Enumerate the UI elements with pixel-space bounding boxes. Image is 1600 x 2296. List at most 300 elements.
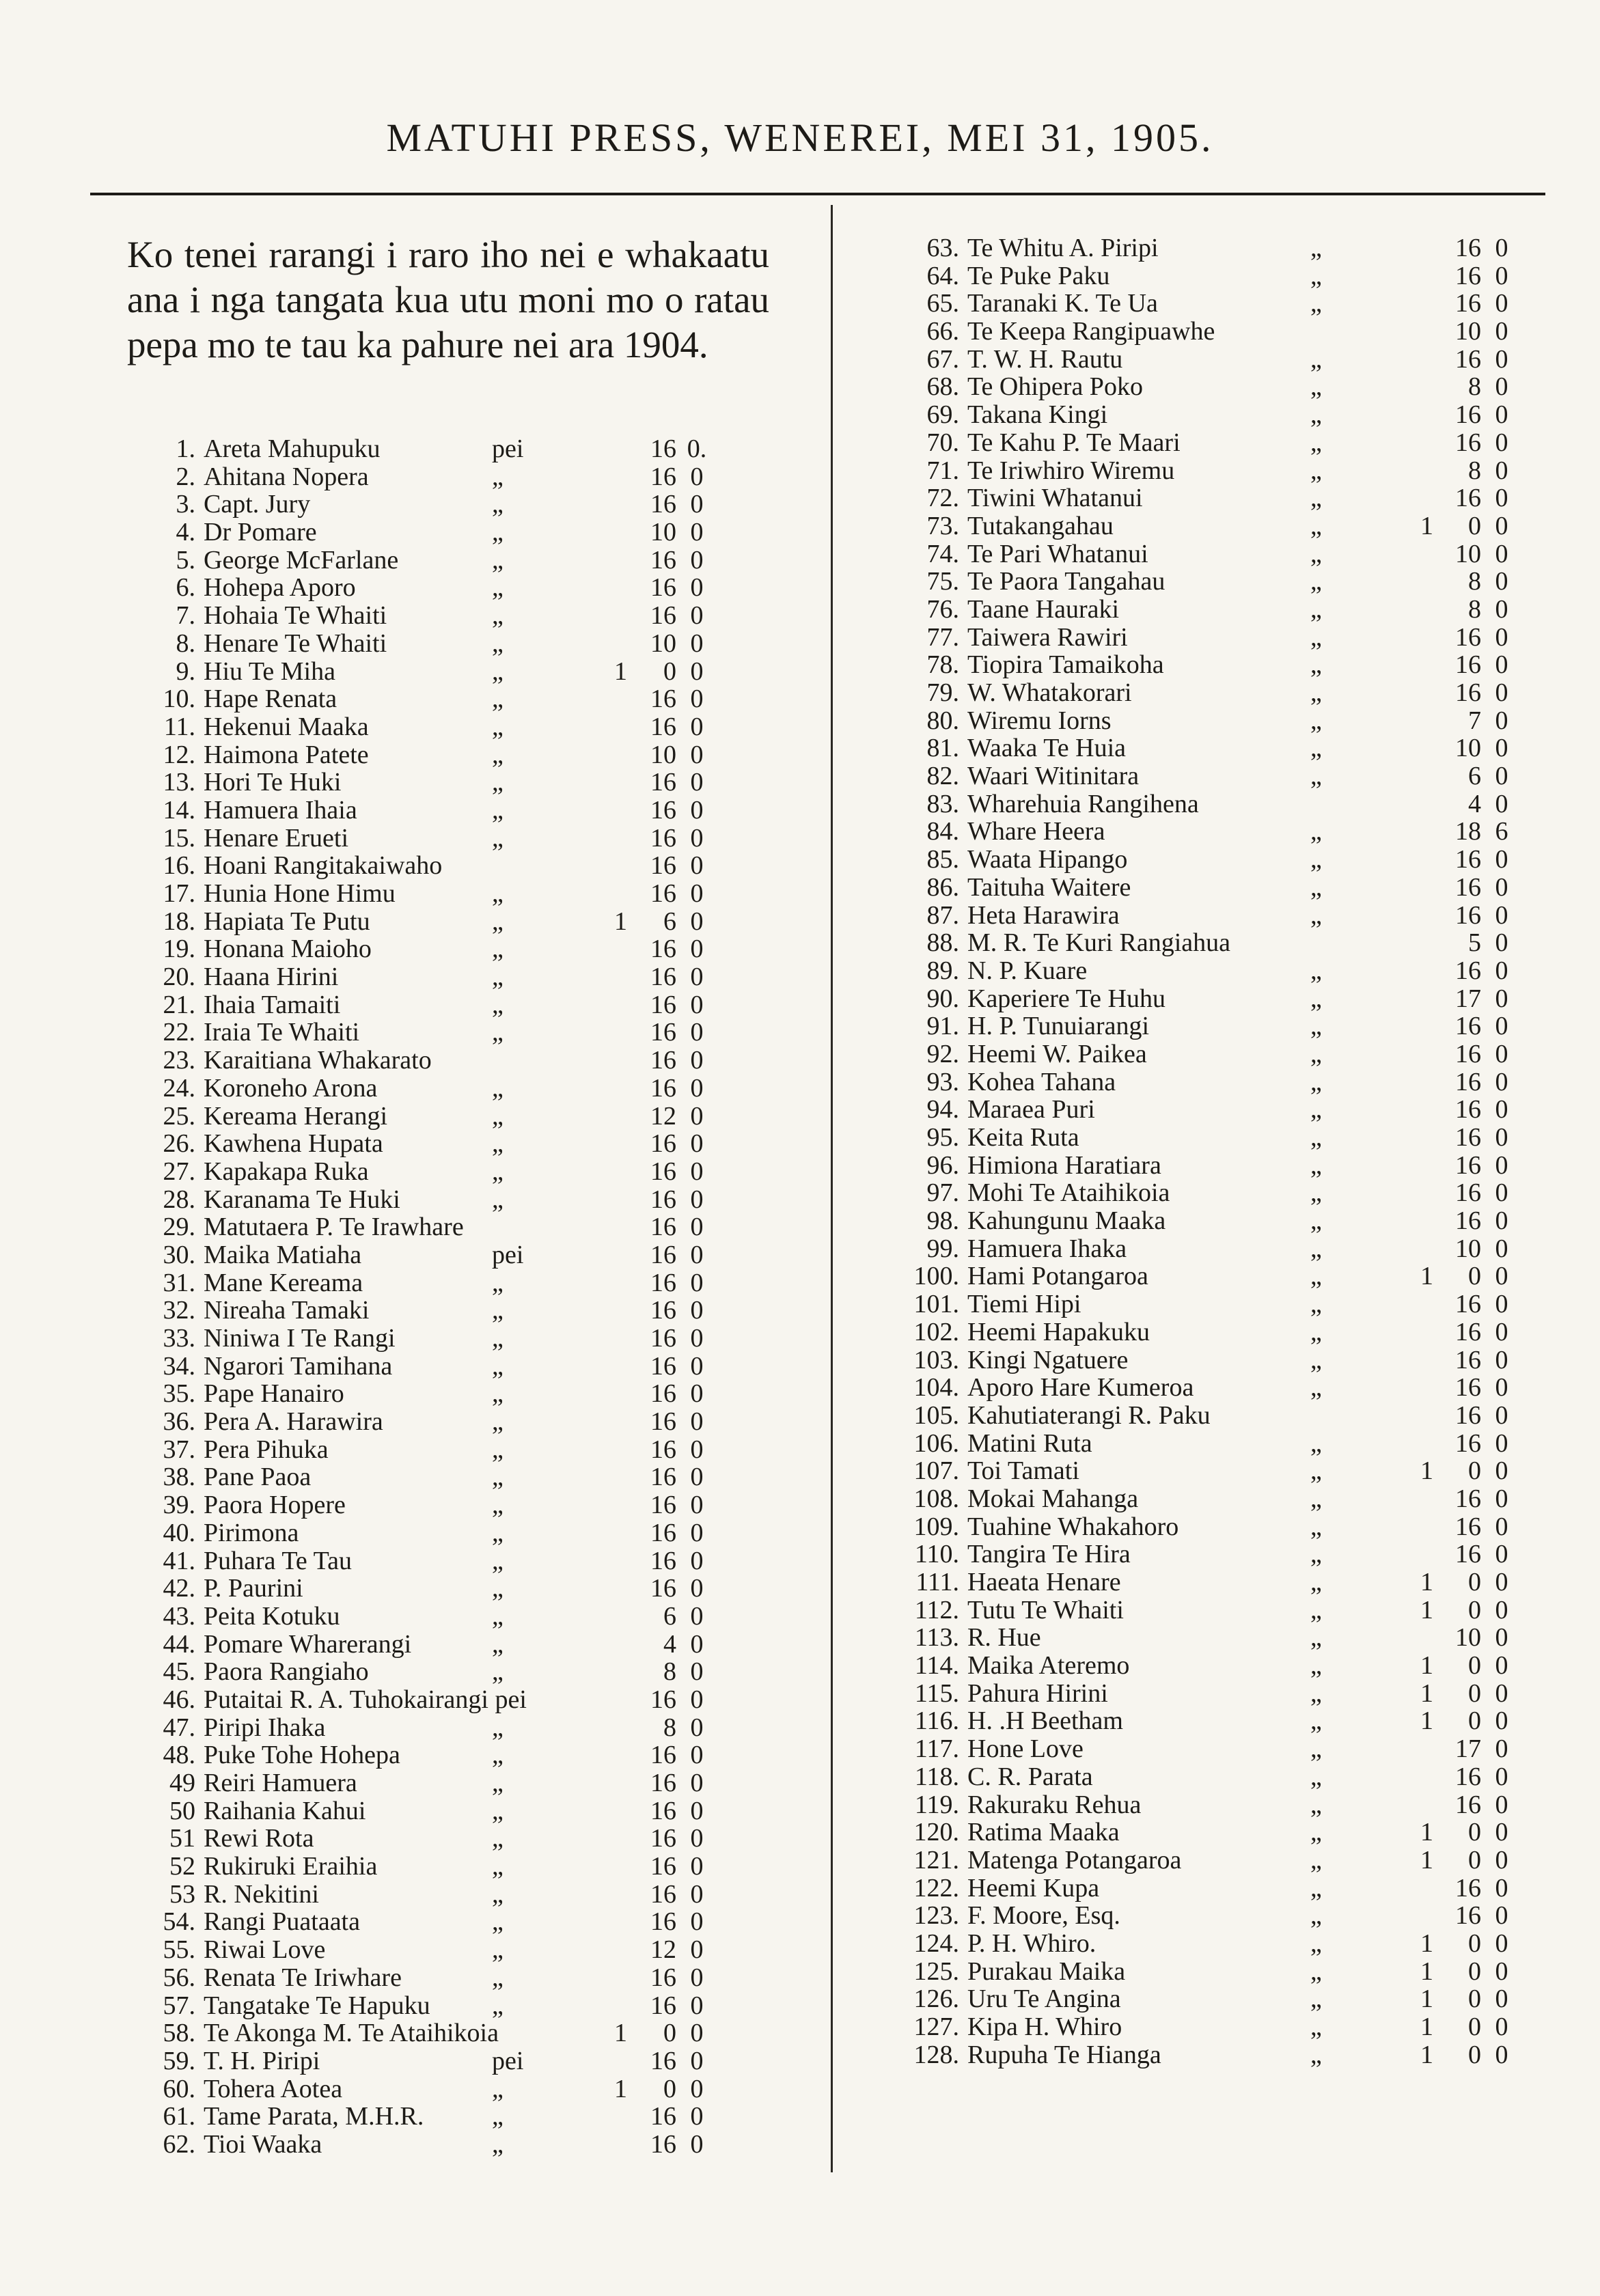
subscriber-name: Pape Hanairo — [204, 1379, 344, 1409]
entry-number: 61. — [163, 2102, 195, 2131]
subscriber-name: Ahitana Nopera — [204, 462, 369, 491]
subscriber-name: M. R. Te Kuri Rangiahua — [967, 928, 1231, 958]
amount-pence: 0 — [1495, 317, 1508, 346]
amount-pence: 0 — [1495, 1956, 1508, 1986]
amount-pence: 0 — [1495, 622, 1508, 652]
entry-number: 32. — [163, 1296, 195, 1325]
subscriber-row — [137, 1491, 738, 1519]
amount-pence: 0 — [1495, 1234, 1508, 1263]
amount-pounds: 1 — [1420, 2013, 1433, 2041]
amount-pence: 0 — [690, 2019, 704, 2048]
subscriber-row — [900, 902, 1515, 930]
subscriber-row — [900, 1540, 1515, 1568]
amount-pounds: 1 — [1420, 1984, 1433, 2014]
subscriber-name: C. R. Parata — [967, 1762, 1093, 1791]
amount-shillings: 16 — [650, 462, 676, 491]
amount-pence: 0 — [1495, 1901, 1508, 1931]
subscriber-name: Hami Potangaroa — [967, 1262, 1148, 1291]
ditto-mark: „ — [492, 1351, 504, 1381]
subscriber-name: H. .H Beetham — [967, 1706, 1123, 1736]
ditto-mark: „ — [1310, 1206, 1322, 1236]
amount-pence: 0 — [1495, 1178, 1508, 1208]
subscriber-row — [900, 1568, 1515, 1596]
ditto-mark: „ — [1310, 1873, 1322, 1903]
amount-pence: 0 — [690, 1574, 704, 1603]
entry-number: 30. — [163, 1240, 195, 1269]
ditto-mark: „ — [492, 1073, 504, 1103]
amount-shillings: 16 — [1455, 1762, 1481, 1791]
subscriber-name: Putaitai R. A. Tuhokairangi pei — [204, 1685, 527, 1714]
subscriber-name: Whare Heera — [967, 817, 1105, 846]
subscriber-name: Tiemi Hipi — [967, 1290, 1081, 1319]
subscriber-name: Kipa H. Whiro — [967, 2013, 1122, 2041]
ditto-mark: „ — [1310, 1234, 1322, 1263]
ditto-mark: „ — [1310, 1067, 1322, 1096]
amount-shillings: 0 — [663, 2019, 676, 2048]
amount-shillings: 16 — [1455, 1290, 1481, 1319]
amount-shillings: 16 — [1455, 1067, 1481, 1096]
entry-number: 114. — [914, 1651, 959, 1680]
amount-pence: 0 — [690, 1852, 704, 1881]
ditto-mark: „ — [1310, 1512, 1322, 1541]
entry-number: 60. — [163, 2074, 195, 2103]
subscriber-row — [137, 1603, 738, 1631]
ditto-mark: „ — [1310, 1150, 1322, 1180]
ditto-mark: „ — [1310, 289, 1322, 318]
amount-pence: 0 — [690, 1185, 704, 1214]
subscriber-row — [900, 234, 1515, 262]
ditto-mark: „ — [492, 1713, 504, 1742]
entry-number: 112. — [914, 1595, 959, 1624]
amount-pence: 0 — [690, 1935, 704, 1965]
subscriber-row — [137, 1436, 738, 1464]
amount-shillings: 16 — [650, 1769, 676, 1797]
subscriber-row — [137, 825, 738, 853]
subscriber-name: Taiwera Rawiri — [967, 622, 1128, 652]
amount-shillings: 16 — [650, 851, 676, 881]
amount-pence: 0 — [1495, 1345, 1508, 1374]
amount-pence: 0 — [690, 879, 704, 908]
subscriber-name: Tutakangahau — [967, 511, 1114, 540]
amount-pence: 0 — [690, 1463, 704, 1492]
subscriber-row — [137, 1797, 738, 1825]
amount-shillings: 5 — [1468, 928, 1481, 958]
amount-shillings: 8 — [1468, 594, 1481, 624]
subscriber-name: Tohera Aotea — [204, 2074, 343, 2103]
entry-number: 26. — [163, 1129, 195, 1159]
subscriber-name: Hoani Rangitakaiwaho — [204, 851, 443, 881]
amount-shillings: 16 — [1455, 1206, 1481, 1236]
subscriber-row — [900, 401, 1515, 429]
amount-pence: 0 — [1495, 734, 1508, 763]
amount-pence: 0 — [690, 2046, 704, 2075]
amount-shillings: 16 — [650, 1879, 676, 1909]
subscriber-name: Peita Kotuku — [204, 1601, 340, 1631]
ditto-mark: „ — [1310, 1262, 1322, 1291]
subscriber-name: W. Whatakorari — [967, 678, 1132, 707]
amount-shillings: 16 — [650, 823, 676, 853]
amount-shillings: 16 — [1455, 1790, 1481, 1819]
amount-shillings: 16 — [650, 1018, 676, 1047]
ditto-mark: „ — [492, 462, 504, 491]
subscriber-name: Piripi Ihaka — [204, 1713, 326, 1742]
amount-pence: 0 — [1495, 1595, 1508, 1624]
subscriber-name: Hone Love — [967, 1734, 1084, 1764]
entry-number: 55. — [163, 1935, 195, 1965]
entry-number: 11. — [163, 712, 195, 741]
amount-pence: 0 — [1495, 1873, 1508, 1903]
subscriber-row — [900, 1012, 1515, 1040]
subscriber-row — [900, 1958, 1515, 1986]
page-header: MATUHI PRESS, WENEREI, MEI 31, 1905. — [386, 115, 1214, 160]
subscriber-row — [900, 1290, 1515, 1318]
entry-number: 33. — [163, 1324, 195, 1353]
entry-number: 23. — [163, 1046, 195, 1075]
amount-pence: 0 — [1495, 1067, 1508, 1096]
subscriber-name: T. W. H. Rautu — [967, 344, 1123, 374]
subscriber-name: Wiremu Iorns — [967, 706, 1112, 735]
subscriber-row — [900, 429, 1515, 457]
amount-pence: 0 — [690, 1351, 704, 1381]
amount-shillings: 16 — [650, 1268, 676, 1297]
ditto-mark: „ — [1310, 900, 1322, 930]
subscriber-row — [900, 2041, 1515, 2069]
ditto-mark: „ — [1310, 261, 1322, 290]
subscriber-name: Haana Hirini — [204, 963, 339, 992]
ditto-mark: „ — [1310, 372, 1322, 402]
amount-shillings: 0 — [1468, 1956, 1481, 1986]
amount-pence: 0 — [1495, 1928, 1508, 1958]
subscriber-row — [137, 1519, 738, 1547]
entry-number: 124. — [913, 1928, 959, 1958]
subscriber-name: Tangatake Te Hapuku — [204, 1991, 430, 2020]
ditto-mark: „ — [492, 823, 504, 853]
entry-number: 88. — [926, 928, 959, 958]
amount-shillings: 16 — [1455, 1039, 1481, 1068]
entry-number: 120. — [913, 1818, 959, 1847]
ditto-mark: „ — [492, 656, 504, 686]
amount-pence: 0 — [690, 1157, 704, 1186]
entry-number: 62. — [163, 2129, 195, 2159]
ditto-mark: „ — [1310, 2040, 1322, 2069]
amount-pence: 0 — [1495, 1734, 1508, 1764]
entry-number: 58. — [163, 2019, 195, 2048]
subscriber-row — [900, 318, 1515, 346]
amount-shillings: 16 — [1455, 1012, 1481, 1041]
subscriber-name: Matutaera P. Te Irawhare — [204, 1213, 464, 1242]
subscriber-name: Te Keepa Rangipuawhe — [967, 317, 1215, 346]
subscriber-name: Matini Ruta — [967, 1428, 1092, 1458]
ditto-mark: „ — [492, 990, 504, 1019]
ditto-mark: „ — [1310, 1678, 1322, 1708]
subscriber-row — [137, 658, 738, 686]
ditto-mark: „ — [1310, 456, 1322, 485]
subscriber-name: Toi Tamati — [967, 1456, 1079, 1486]
subscriber-name: Raihania Kahui — [204, 1796, 366, 1825]
amount-shillings: 16 — [650, 1907, 676, 1937]
amount-pence: 0 — [690, 628, 704, 658]
subscriber-row — [900, 1096, 1515, 1124]
subscriber-row — [900, 679, 1515, 707]
subscriber-row — [137, 1297, 738, 1325]
subscriber-name: Tiopira Tamaikoha — [967, 650, 1164, 680]
ditto-mark: „ — [1310, 650, 1322, 680]
subscriber-row — [137, 1881, 738, 1909]
amount-shillings: 16 — [650, 1463, 676, 1492]
ditto-mark: „ — [1310, 511, 1322, 540]
subscriber-name: Capt. Jury — [204, 490, 311, 519]
entry-number: 36. — [163, 1407, 195, 1437]
amount-shillings: 16 — [1455, 845, 1481, 874]
amount-shillings: 16 — [650, 1129, 676, 1159]
amount-pence: 0 — [690, 740, 704, 769]
subscriber-name: Hekenui Maaka — [204, 712, 369, 741]
subscriber-name: Pirimona — [204, 1518, 299, 1547]
amount-pounds: 1 — [614, 656, 627, 686]
amount-pence: 0 — [690, 1268, 704, 1297]
subscriber-row — [900, 1652, 1515, 1680]
amount-shillings: 8 — [663, 1657, 676, 1687]
amount-pence: 0 — [1495, 1984, 1508, 2014]
ditto-mark: „ — [1310, 762, 1322, 791]
amount-shillings: 16 — [650, 1991, 676, 2020]
subscriber-row — [900, 373, 1515, 401]
ditto-mark: „ — [1310, 1790, 1322, 1819]
subscriber-row — [900, 512, 1515, 540]
subscriber-name: Riwai Love — [204, 1935, 326, 1965]
ditto-mark: „ — [1310, 1734, 1322, 1764]
ditto-mark: „ — [492, 2129, 504, 2159]
amount-shillings: 16 — [1455, 1095, 1481, 1124]
amount-pounds: 1 — [1420, 1845, 1433, 1875]
entry-number: 123. — [913, 1901, 959, 1931]
entry-number: 29. — [163, 1213, 195, 1242]
amount-pounds: 1 — [614, 2074, 627, 2103]
ditto-mark: „ — [492, 1518, 504, 1547]
amount-pence: 0 — [690, 1046, 704, 1075]
subscriber-name: Himiona Haratiara — [967, 1150, 1161, 1180]
amount-pence: 0 — [1495, 289, 1508, 318]
subscriber-row — [900, 1262, 1515, 1290]
amount-pence: 0 — [1495, 1623, 1508, 1652]
ditto-mark: „ — [1310, 1706, 1322, 1736]
subscriber-name: Pahura Hirini — [967, 1678, 1108, 1708]
subscriber-row — [900, 2013, 1515, 2041]
subscriber-row — [900, 929, 1515, 957]
amount-pence: 0 — [690, 1657, 704, 1687]
amount-shillings: 0 — [663, 2074, 676, 2103]
amount-pence: 0 — [690, 2129, 704, 2159]
subscriber-row — [137, 741, 738, 769]
amount-pence: 0 — [1495, 1456, 1508, 1486]
entry-number: 13. — [163, 768, 195, 797]
amount-pence: 0 — [1495, 594, 1508, 624]
subscriber-row — [900, 846, 1515, 874]
subscriber-row — [137, 2019, 738, 2047]
amount-pence: 0 — [1495, 1012, 1508, 1041]
amount-shillings: 16 — [650, 434, 676, 463]
subscriber-row — [137, 574, 738, 602]
subscriber-name: Mokai Mahanga — [967, 1484, 1139, 1513]
amount-shillings: 16 — [650, 490, 676, 519]
subscriber-row — [900, 1680, 1515, 1708]
entry-number: 71. — [926, 456, 959, 485]
subscriber-name: Hamuera Ihaka — [967, 1234, 1127, 1263]
subscriber-row — [137, 1575, 738, 1603]
entry-number: 93. — [926, 1067, 959, 1096]
subscriber-name: Kingi Ngatuere — [967, 1345, 1129, 1374]
amount-pence: 0 — [1495, 956, 1508, 985]
ditto-mark: „ — [1310, 1984, 1322, 2014]
amount-shillings: 10 — [650, 628, 676, 658]
ditto-mark: „ — [492, 712, 504, 741]
subscriber-row — [137, 463, 738, 491]
entry-number: 90. — [926, 984, 959, 1013]
subscriber-name: Heemi W. Paikea — [967, 1039, 1147, 1068]
ditto-mark: „ — [1310, 1373, 1322, 1402]
subscriber-row — [900, 874, 1515, 902]
ditto-mark: „ — [492, 1963, 504, 1992]
subscriber-name: Paora Hopere — [204, 1491, 346, 1520]
subscriber-row — [900, 734, 1515, 762]
entry-number: 56. — [163, 1963, 195, 1992]
ditto-mark: „ — [1310, 845, 1322, 874]
ditto-mark: „ — [1310, 1012, 1322, 1041]
subscriber-name: Te Iriwhiro Wiremu — [967, 456, 1175, 485]
subscriber-name: Maika Ateremo — [967, 1651, 1130, 1680]
entry-number: 98. — [926, 1206, 959, 1236]
subscriber-row — [900, 1930, 1515, 1958]
amount-pence: 0 — [690, 1824, 704, 1853]
amount-pence: 0 — [690, 2074, 704, 2103]
amount-pence: 0 — [690, 1296, 704, 1325]
ditto-mark: „ — [492, 1296, 504, 1325]
entry-number: 17. — [163, 879, 195, 908]
amount-pence: 0 — [690, 1324, 704, 1353]
subscriber-row — [137, 1047, 738, 1075]
amount-shillings: 10 — [1455, 1623, 1481, 1652]
subscriber-name: Te Whitu A. Piripi — [967, 234, 1159, 262]
amount-shillings: 16 — [650, 990, 676, 1019]
subscriber-name: Haimona Patete — [204, 740, 369, 769]
amount-pounds: 1 — [614, 2019, 627, 2048]
subscriber-name: Te Ohipera Poko — [967, 372, 1143, 402]
ditto-mark: „ — [1310, 428, 1322, 457]
subscriber-row — [137, 630, 738, 658]
ditto-mark: „ — [1310, 1039, 1322, 1068]
entry-number: 104. — [913, 1373, 959, 1402]
subscriber-name: Karanama Te Huki — [204, 1185, 400, 1214]
amount-shillings: 16 — [1455, 1400, 1481, 1430]
amount-shillings: 16 — [650, 712, 676, 741]
amount-shillings: 16 — [650, 1824, 676, 1853]
amount-pounds: 1 — [1420, 1651, 1433, 1680]
amount-pounds: 1 — [1420, 511, 1433, 540]
subscriber-name: Te Paora Tangahau — [967, 567, 1165, 596]
amount-pence: 0 — [690, 1240, 704, 1269]
subscriber-name: R. Nekitini — [204, 1879, 319, 1909]
amount-shillings: 16 — [1455, 234, 1481, 262]
amount-pence: 0 — [1495, 872, 1508, 902]
entry-number: 64. — [926, 261, 959, 290]
subscriber-row — [137, 2047, 738, 2075]
amount-shillings: 16 — [650, 1407, 676, 1437]
ditto-mark: „ — [1310, 1428, 1322, 1458]
amount-pence: 0 — [690, 1963, 704, 1992]
subscriber-row — [900, 1235, 1515, 1263]
subscriber-name: Heta Harawira — [967, 900, 1120, 930]
entry-number: 83. — [926, 789, 959, 818]
entry-number: 78. — [926, 650, 959, 680]
entry-number: 81. — [926, 734, 959, 763]
amount-shillings: 16 — [650, 1185, 676, 1214]
subscriber-name: Maika Matiaha — [204, 1240, 362, 1269]
amount-pounds: 1 — [1420, 1595, 1433, 1624]
entry-number: 8. — [176, 628, 195, 658]
amount-shillings: 0 — [1468, 1928, 1481, 1958]
amount-pence: 0 — [1495, 1123, 1508, 1152]
amount-shillings: 16 — [1455, 1123, 1481, 1152]
amount-shillings: 16 — [650, 1435, 676, 1464]
amount-pence: 0. — [687, 434, 707, 463]
amount-shillings: 17 — [1455, 984, 1481, 1013]
subscriber-name: Hunia Hone Himu — [204, 879, 396, 908]
amount-pence: 0 — [1495, 1484, 1508, 1513]
entry-number: 2. — [176, 462, 195, 491]
ditto-mark: „ — [1310, 984, 1322, 1013]
entry-number: 87. — [926, 900, 959, 930]
subscriber-row — [137, 852, 738, 880]
subscriber-row — [137, 1769, 738, 1797]
amount-pounds: 1 — [1420, 1956, 1433, 1986]
amount-shillings: 16 — [1455, 1345, 1481, 1374]
entry-number: 35. — [163, 1379, 195, 1409]
subscriber-name: Puke Tohe Hohepa — [204, 1741, 400, 1770]
amount-shillings: 16 — [1455, 1901, 1481, 1931]
subscriber-row — [900, 790, 1515, 818]
subscriber-name: H. P. Tunuiarangi — [967, 1012, 1150, 1041]
amount-pence: 0 — [690, 907, 704, 936]
ditto-mark: „ — [492, 573, 504, 603]
ditto-mark: „ — [1310, 1095, 1322, 1124]
header-rule — [90, 193, 1545, 195]
amount-pence: 0 — [690, 1907, 704, 1937]
amount-shillings: 16 — [1455, 678, 1481, 707]
amount-shillings: 16 — [650, 1157, 676, 1186]
subscriber-name: Ihaia Tamaiti — [204, 990, 341, 1019]
amount-shillings: 16 — [1455, 1484, 1481, 1513]
amount-shillings: 8 — [663, 1713, 676, 1742]
subscriber-row — [137, 1103, 738, 1131]
subscriber-name: Hohaia Te Whaiti — [204, 601, 387, 631]
amount-pence: 0 — [1495, 650, 1508, 680]
subscriber-row — [900, 262, 1515, 290]
amount-pence: 0 — [1495, 539, 1508, 568]
subscriber-row — [137, 2131, 738, 2159]
amount-shillings: 16 — [650, 1963, 676, 1992]
ditto-mark: „ — [1310, 1651, 1322, 1680]
subscriber-name: P. H. Whiro. — [967, 1928, 1096, 1958]
subscriber-name: Uru Te Angina — [967, 1984, 1121, 2014]
subscriber-row — [137, 602, 738, 630]
amount-shillings: 16 — [650, 2046, 676, 2075]
amount-pence: 0 — [690, 462, 704, 491]
amount-pence: 0 — [1495, 1428, 1508, 1458]
amount-pence: 0 — [690, 1101, 704, 1131]
subscriber-row — [900, 596, 1515, 624]
amount-pence: 0 — [1495, 456, 1508, 485]
amount-pence: 0 — [1495, 1317, 1508, 1346]
